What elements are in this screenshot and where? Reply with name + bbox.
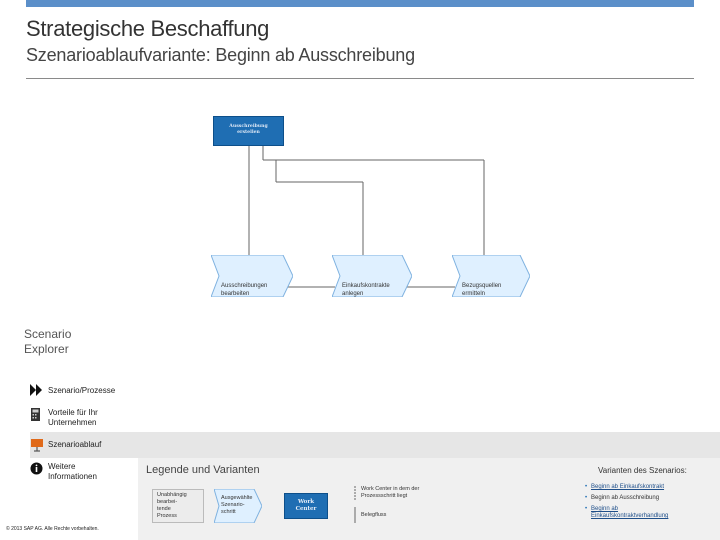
variant-link[interactable]: Beginn ab Einkaufskontraktverhandlung — [591, 506, 669, 519]
process-step-1[interactable] — [211, 255, 293, 297]
legend-work-center-line: Work Center in dem der Prozessschritt liegt — [361, 486, 420, 499]
variant-item-1[interactable]: • Beginn ab Einkaufskontrakt — [585, 484, 710, 491]
nav-item-label: Vorteile für Ihr Unternehmen — [48, 408, 98, 427]
calculator-icon — [30, 408, 42, 422]
variant-label: Beginn ab Ausschreibung — [591, 495, 660, 501]
process-step-2[interactable] — [332, 255, 412, 297]
page-subtitle: Szenarioablaufvariante: Beginn ab Ausschreibung — [26, 45, 415, 65]
nav-item-vorteile[interactable] — [30, 408, 230, 430]
legend-work-center: Work Center — [284, 493, 328, 519]
info-icon — [30, 462, 43, 475]
legend-independent-process: Unabhängig bearbei- tende Prozess — [152, 489, 204, 523]
variant-item-3[interactable]: • Beginn ab Einkaufskontraktverhandlung — [585, 506, 710, 520]
nav-item-weitere-informationen[interactable] — [30, 462, 130, 484]
variant-item-2: • Beginn ab Ausschreibung — [585, 495, 710, 502]
process-step-label: Ausschreibungen bearbeiten — [221, 283, 268, 297]
fast-forward-icon — [30, 384, 44, 396]
start-event-box[interactable] — [213, 116, 284, 146]
nav-item-label: Szenarioablauf — [48, 440, 102, 449]
variant-link[interactable]: Beginn ab Einkaufskontrakt — [591, 484, 665, 490]
legend-document-flow: Belegfluss — [361, 512, 387, 518]
process-step-label: Einkaufskontrakte anlegen — [342, 283, 390, 297]
presentation-icon — [30, 438, 44, 452]
nav-item-szenarioablauf[interactable] — [30, 438, 230, 452]
scenario-explorer-title: Scenario Explorer — [24, 327, 72, 356]
page-title: Strategische Beschaffung — [26, 16, 270, 41]
process-step-3[interactable] — [452, 255, 530, 297]
start-event-label: Ausschreibung erstellen — [229, 124, 268, 135]
legend-title: Legende und Varianten — [146, 464, 260, 476]
process-step-label: Bezugsquellen ermitteln — [462, 283, 502, 297]
nav-item-label: Szenario/Prozesse — [48, 386, 116, 395]
legend-selected-step — [214, 489, 262, 523]
nav-item-szenario-prozesse[interactable] — [30, 384, 230, 398]
legend-selected-step-label: Ausgewählte Szenario- schritt — [221, 495, 253, 515]
copyright: © 2013 SAP AG. Alle Rechte vorbehalten. — [6, 526, 99, 532]
nav-item-label: Weitere Informationen — [48, 462, 97, 481]
variants-title: Varianten des Szenarios: — [598, 466, 687, 475]
